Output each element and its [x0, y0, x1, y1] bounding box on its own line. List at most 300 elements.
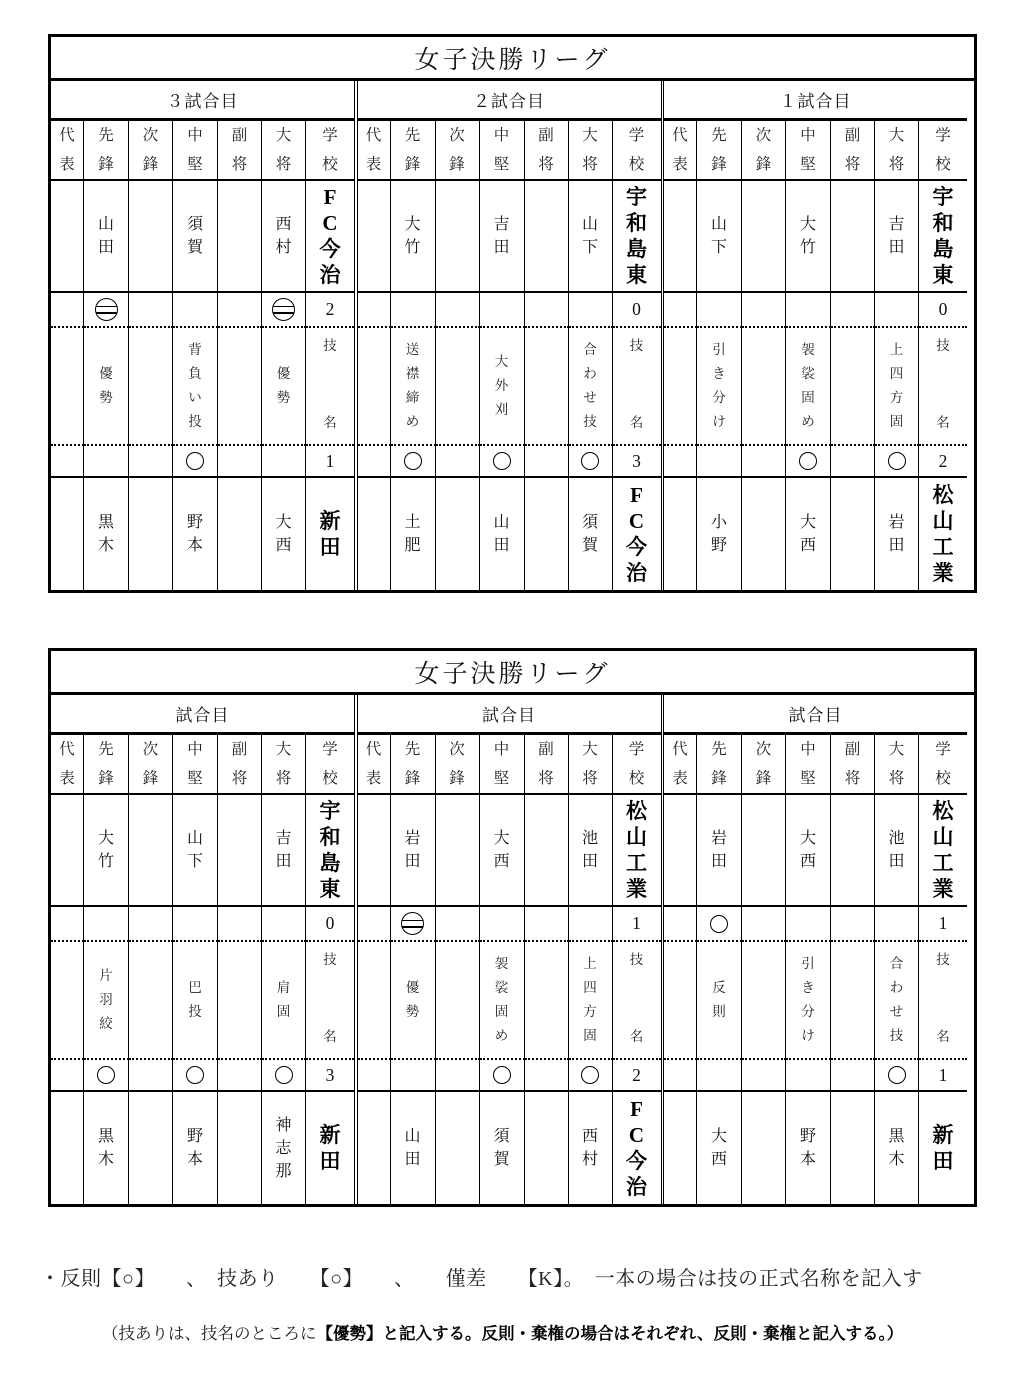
vertical-char: 校	[322, 156, 338, 173]
vertical-char: F	[630, 483, 643, 507]
vertical-char: 西	[581, 1128, 598, 1145]
vertical-char: 校	[935, 156, 951, 173]
vertical-char: 袈	[801, 342, 815, 357]
win-mark-cell	[436, 1060, 480, 1092]
vertical-char: 和	[932, 211, 954, 235]
vertical-char: わ	[889, 980, 904, 995]
school-name-cell	[919, 478, 967, 590]
vertical-char: 将	[844, 156, 861, 173]
vertical-char: 宇	[319, 799, 341, 823]
superiority-win-mark	[95, 298, 118, 321]
win-mark-cell	[391, 907, 436, 942]
column-header-cell	[664, 735, 697, 795]
player-name-cell	[436, 478, 480, 590]
player-name-cell	[525, 181, 569, 293]
vertical-char: 大	[494, 354, 509, 369]
vertical-char: 宇	[932, 185, 954, 209]
vertical-char: 勢	[276, 390, 291, 405]
vertical-char: 大	[582, 127, 598, 144]
vertical-char: 投	[188, 414, 202, 429]
win-mark-cell	[525, 1060, 569, 1092]
vertical-char: 田	[97, 239, 114, 256]
vertical-char: め	[494, 1028, 509, 1043]
vertical-char: 山	[932, 825, 954, 849]
column-header-cell	[613, 735, 661, 795]
team-score: 1	[919, 907, 967, 942]
player-name-cell	[569, 181, 613, 293]
vertical-char: 校	[628, 156, 645, 173]
win-mark-cell	[664, 446, 697, 478]
vertical-char: 島	[319, 851, 341, 875]
player-name-cell	[173, 795, 218, 907]
vertical-char: 先	[98, 127, 114, 144]
technique-cell	[480, 942, 525, 1060]
vertical-char: 四	[889, 366, 904, 381]
vertical-char: 下	[710, 239, 727, 256]
player-name-cell	[831, 795, 875, 907]
vertical-char: 田	[932, 1149, 954, 1173]
win-circle-mark	[275, 1066, 293, 1084]
vertical-char: 鋒	[755, 770, 772, 787]
vertical-char: 羽	[99, 992, 113, 1007]
technique-cell	[786, 942, 831, 1060]
column-header-cell	[262, 735, 306, 795]
vertical-char: 下	[186, 853, 203, 870]
win-mark-cell	[129, 1060, 173, 1092]
player-name	[493, 213, 509, 259]
column-header-cell	[358, 735, 391, 795]
technique-label-bottom: 名	[323, 415, 337, 430]
player-name-cell	[697, 478, 742, 590]
vertical-char: 岩	[710, 830, 727, 847]
player-name-cell	[831, 181, 875, 293]
player-name	[98, 827, 114, 873]
technique-cell	[569, 942, 613, 1060]
win-mark-cell	[786, 907, 831, 942]
vertical-char: わ	[583, 366, 597, 381]
column-header-cell	[358, 121, 391, 181]
win-mark-cell	[129, 293, 173, 328]
column-header-label	[494, 121, 510, 179]
match-number-header: １試合目	[664, 81, 967, 121]
vertical-char: 大	[799, 514, 816, 531]
player-name-cell	[786, 181, 831, 293]
column-header-label	[59, 735, 75, 793]
vertical-char: 田	[888, 537, 905, 554]
vertical-char: 次	[755, 741, 772, 758]
vertical-char: 田	[404, 1151, 421, 1168]
vertical-char: 木	[97, 537, 114, 554]
vertical-char: 業	[626, 877, 647, 901]
column-header-label	[711, 735, 727, 793]
vertical-char: 堅	[800, 156, 816, 173]
vertical-char: 今	[626, 535, 647, 559]
win-mark-cell	[84, 293, 129, 328]
vertical-char: C	[628, 1123, 645, 1147]
column-header-cell	[391, 735, 436, 795]
player-name	[275, 213, 291, 259]
win-mark-cell	[51, 907, 84, 942]
vertical-char: け	[801, 1028, 815, 1043]
vertical-char: 大	[799, 216, 816, 233]
vertical-char: 山	[493, 514, 510, 531]
vertical-char: け	[712, 414, 726, 429]
vertical-char: 山	[97, 216, 114, 233]
vertical-char: 小	[710, 514, 727, 531]
scoring-instruction-note	[102, 1320, 903, 1344]
vertical-char: 黒	[97, 1128, 114, 1145]
technique-cell	[262, 942, 306, 1060]
column-header-cell	[664, 121, 697, 181]
vertical-char: 田	[888, 239, 905, 256]
vertical-char: 須	[581, 514, 598, 531]
school-name-cell	[613, 795, 661, 907]
league-title: 女子決勝リーグ	[51, 651, 974, 695]
player-name-cell	[525, 1092, 569, 1204]
column-header-cell	[697, 121, 742, 181]
vertical-char: 黒	[97, 514, 114, 531]
school-name-cell	[919, 181, 967, 293]
column-header-cell	[525, 121, 569, 181]
vertical-char: 将	[538, 770, 554, 787]
player-name-cell	[436, 795, 480, 907]
vertical-char: 外	[494, 378, 509, 393]
vertical-char: 片	[99, 968, 113, 983]
technique-cell	[51, 942, 84, 1060]
column-header-label	[935, 735, 951, 793]
match-section-3	[664, 695, 967, 1204]
win-mark-cell	[358, 907, 391, 942]
win-mark-cell	[173, 446, 218, 478]
vertical-char: 勢	[99, 390, 113, 405]
technique-cell	[525, 328, 569, 446]
column-header-label	[232, 735, 248, 793]
player-name-cell	[218, 795, 262, 907]
column-header-cell	[51, 735, 84, 795]
player-name-cell	[51, 795, 84, 907]
vertical-char: 学	[322, 741, 338, 758]
win-mark-cell	[173, 907, 218, 942]
vertical-char: 本	[799, 1151, 816, 1168]
win-mark-cell	[480, 446, 525, 478]
vertical-char: 分	[801, 1004, 815, 1019]
technique-name	[188, 976, 202, 1024]
vertical-char: 賀	[186, 239, 203, 256]
vertical-char: 野	[710, 537, 727, 554]
vertical-char: 肩	[276, 980, 291, 995]
vertical-char: 業	[932, 877, 954, 901]
win-mark-cell	[391, 1060, 436, 1092]
win-mark-cell	[218, 293, 262, 328]
player-name	[582, 827, 598, 873]
column-header-label	[98, 121, 114, 179]
win-mark-cell	[831, 293, 875, 328]
school-name	[320, 508, 341, 560]
vertical-char: 将	[844, 770, 861, 787]
vertical-char: 引	[712, 342, 726, 357]
player-name	[187, 827, 203, 873]
player-name-cell	[262, 478, 306, 590]
technique-cell	[218, 942, 262, 1060]
technique-cell	[173, 328, 218, 446]
vertical-char: 学	[628, 127, 645, 144]
player-name-cell	[262, 181, 306, 293]
player-name	[404, 1125, 420, 1171]
technique-label-bottom: 名	[936, 415, 950, 430]
player-name	[493, 827, 509, 873]
vertical-char: 村	[581, 1151, 598, 1168]
vertical-char: 田	[888, 853, 905, 870]
match-grid	[664, 121, 967, 590]
column-header-label	[889, 735, 905, 793]
team-score: 2	[306, 293, 354, 328]
technique-cell	[218, 328, 262, 446]
technique-cell	[480, 328, 525, 446]
win-mark-cell	[525, 907, 569, 942]
player-name-cell	[569, 795, 613, 907]
vertical-char: 須	[186, 216, 203, 233]
sections-row	[51, 81, 974, 590]
technique-label-top: 技	[629, 338, 644, 353]
vertical-char: 将	[582, 770, 598, 787]
vertical-char: 裟	[801, 366, 815, 381]
vertical-char: 山	[581, 216, 598, 233]
column-header-label	[366, 735, 382, 793]
technique-label-cell	[613, 942, 661, 1060]
player-name-cell	[831, 1092, 875, 1204]
vertical-char: 村	[275, 239, 292, 256]
vertical-char: 西	[710, 1151, 727, 1168]
vertical-char: 大	[404, 216, 421, 233]
column-header-cell	[262, 121, 306, 181]
vertical-char: 新	[319, 1123, 341, 1147]
vertical-char: 締	[405, 390, 420, 405]
vertical-char: 技	[583, 414, 597, 429]
technique-label-cell	[919, 942, 967, 1060]
vertical-char: 肥	[404, 537, 421, 554]
vertical-char: 治	[319, 263, 341, 287]
vertical-char: F	[630, 1097, 643, 1121]
column-header-cell	[436, 735, 480, 795]
player-name-cell	[391, 795, 436, 907]
player-name-cell	[697, 181, 742, 293]
team-score: 1	[306, 446, 354, 478]
vertical-char: 竹	[799, 239, 816, 256]
technique-cell	[831, 942, 875, 1060]
vertical-char: 大	[799, 830, 816, 847]
vertical-char: 襟	[405, 366, 420, 381]
vertical-char: 次	[449, 741, 465, 758]
player-name-cell	[742, 1092, 786, 1204]
vertical-char: 田	[404, 853, 421, 870]
win-mark-cell	[129, 907, 173, 942]
win-mark-cell	[218, 1060, 262, 1092]
column-header-cell	[129, 735, 173, 795]
column-header-label	[756, 121, 772, 179]
vertical-char: 山	[186, 830, 203, 847]
player-name	[888, 827, 904, 873]
win-mark-cell	[262, 446, 306, 478]
win-mark-cell	[391, 293, 436, 328]
win-mark-cell	[173, 1060, 218, 1092]
technique-label-bottom: 名	[323, 1029, 337, 1044]
vertical-char: 鋒	[98, 156, 114, 173]
vertical-char: 副	[538, 127, 554, 144]
column-header-label	[143, 735, 159, 793]
player-name	[888, 511, 904, 557]
player-name-cell	[51, 1092, 84, 1204]
technique-name	[188, 338, 202, 434]
technique-cell	[129, 328, 173, 446]
vertical-char: 鋒	[711, 156, 727, 173]
vertical-char: 表	[59, 156, 75, 173]
vertical-char: 黒	[888, 1128, 905, 1145]
technique-label-top: 技	[323, 338, 337, 353]
technique-name	[801, 338, 815, 434]
vertical-char: 野	[186, 514, 203, 531]
team-score: 0	[919, 293, 967, 328]
player-name-cell	[875, 478, 919, 590]
player-name-cell	[391, 181, 436, 293]
player-name-cell	[218, 478, 262, 590]
column-header-cell	[569, 735, 613, 795]
match-number-header: 試合目	[51, 695, 354, 735]
team-score: 3	[306, 1060, 354, 1092]
column-header-cell	[129, 121, 173, 181]
vertical-char: 将	[275, 770, 292, 787]
player-name-cell	[84, 1092, 129, 1204]
vertical-char: 引	[801, 956, 815, 971]
vertical-char: 大	[275, 741, 292, 758]
win-circle-mark	[493, 452, 511, 470]
player-name	[493, 1125, 509, 1171]
match-number-header: 試合目	[664, 695, 967, 735]
school-name	[626, 184, 647, 288]
technique-label-cell	[613, 328, 661, 446]
vertical-char: 表	[365, 770, 382, 787]
player-name-cell	[569, 478, 613, 590]
vertical-char: 裟	[494, 980, 509, 995]
vertical-char: 固	[801, 390, 815, 405]
win-mark-cell	[480, 293, 525, 328]
vertical-char: 東	[932, 263, 954, 287]
win-mark-cell	[742, 293, 786, 328]
technique-name	[583, 952, 597, 1048]
school-name	[626, 798, 647, 902]
vertical-char: 新	[932, 1123, 954, 1147]
vertical-char: 学	[935, 127, 951, 144]
vertical-char: 大	[97, 830, 114, 847]
column-header-label	[672, 121, 688, 179]
win-mark-cell	[831, 907, 875, 942]
win-mark-cell	[262, 907, 306, 942]
vertical-char: き	[801, 980, 815, 995]
match-grid	[51, 121, 354, 590]
school-name-cell	[613, 478, 661, 590]
technique-cell	[664, 942, 697, 1060]
player-name-cell	[262, 1092, 306, 1204]
vertical-char: 工	[932, 851, 954, 875]
win-mark-cell	[569, 907, 613, 942]
vertical-char: 野	[799, 1128, 816, 1145]
player-name	[800, 511, 816, 557]
school-name	[320, 798, 341, 902]
school-name	[626, 482, 647, 586]
win-circle-mark	[888, 1066, 906, 1084]
technique-name	[406, 338, 420, 434]
vertical-char: 今	[626, 1149, 647, 1173]
technique-cell	[697, 328, 742, 446]
vertical-char: 西	[493, 853, 510, 870]
school-name	[933, 1122, 954, 1174]
column-header-cell	[218, 735, 262, 795]
win-mark-cell	[875, 293, 919, 328]
win-mark-cell	[84, 907, 129, 942]
vertical-char: 校	[628, 770, 645, 787]
technique-name	[712, 338, 726, 434]
vertical-char: 校	[935, 770, 951, 787]
win-circle-mark	[710, 915, 728, 933]
player-name	[404, 511, 420, 557]
vertical-char: 木	[888, 1151, 905, 1168]
win-mark-cell	[664, 293, 697, 328]
column-header-cell	[525, 735, 569, 795]
vertical-char: 堅	[800, 770, 816, 787]
win-mark-cell	[831, 1060, 875, 1092]
vertical-char: F	[323, 185, 337, 209]
column-header-cell	[742, 121, 786, 181]
player-name	[98, 1125, 114, 1171]
vertical-char: 鋒	[142, 156, 159, 173]
player-name	[888, 1125, 904, 1171]
column-header-cell	[84, 121, 129, 181]
vertical-char: 方	[889, 390, 904, 405]
vertical-char: 副	[538, 741, 554, 758]
column-header-label	[366, 121, 382, 179]
column-header-cell	[173, 735, 218, 795]
player-name	[404, 827, 420, 873]
vertical-char: 工	[626, 851, 647, 875]
player-name-cell	[129, 478, 173, 590]
vertical-char: 背	[188, 342, 202, 357]
vertical-char: 次	[142, 741, 159, 758]
vertical-char: 鋒	[142, 770, 159, 787]
technique-cell	[391, 328, 436, 446]
column-header-cell	[919, 735, 967, 795]
vertical-char: 送	[405, 342, 420, 357]
vertical-char: 松	[932, 483, 954, 507]
technique-cell	[436, 328, 480, 446]
column-header-label	[845, 735, 861, 793]
win-mark-cell	[173, 293, 218, 328]
column-header-cell	[569, 121, 613, 181]
team-score: 2	[613, 1060, 661, 1092]
player-name	[275, 827, 291, 873]
column-header-label	[232, 121, 248, 179]
vertical-char: 岩	[404, 830, 421, 847]
vertical-char: 固	[583, 1028, 597, 1043]
player-name	[493, 511, 509, 557]
technique-cell	[84, 328, 129, 446]
technique-cell	[358, 942, 391, 1060]
school-name	[933, 798, 954, 902]
player-name-cell	[84, 181, 129, 293]
win-mark-cell	[218, 446, 262, 478]
column-header-cell	[436, 121, 480, 181]
vertical-char: 将	[231, 770, 248, 787]
player-name-cell	[173, 1092, 218, 1204]
vertical-char: 土	[404, 514, 421, 531]
